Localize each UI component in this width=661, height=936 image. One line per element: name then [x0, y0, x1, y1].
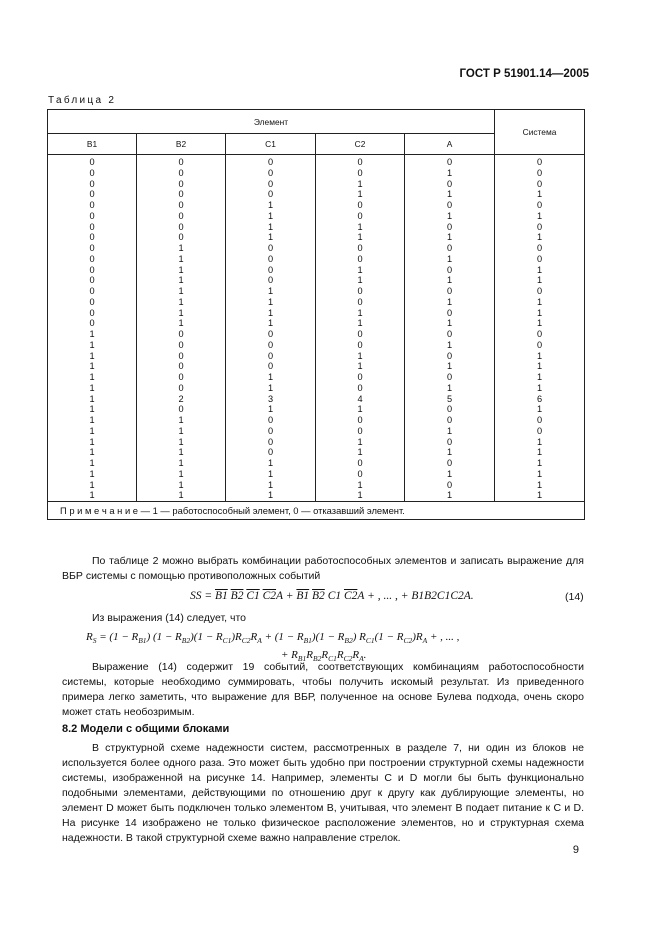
- column-header-c1: C1: [226, 134, 316, 155]
- table-cell: 1: [446, 490, 453, 501]
- table-cell: 0: [536, 286, 543, 296]
- table-cell: 1: [357, 318, 363, 329]
- column-b2-values: [137, 155, 226, 502]
- table-cell: 0: [536, 253, 543, 264]
- table-cell: 1: [267, 372, 274, 382]
- table-cell: 1: [89, 393, 95, 404]
- table-cell: 0: [89, 178, 95, 189]
- column-system-values: [495, 155, 585, 502]
- table-cell: 1: [446, 468, 453, 479]
- table-cell: 1: [267, 307, 274, 318]
- column-header-c2: C2: [316, 134, 405, 155]
- table-cell: 0: [178, 329, 184, 339]
- table-cell: 0: [267, 253, 274, 264]
- table-cell: 1: [536, 318, 543, 329]
- table-cell: 0: [357, 210, 363, 221]
- table-cell: 0: [446, 436, 453, 447]
- table-cell: 1: [89, 329, 95, 339]
- table-cell: 0: [357, 157, 363, 167]
- table-cell: 0: [89, 157, 95, 167]
- table-cell: 1: [446, 339, 453, 350]
- table-cell: 1: [446, 296, 453, 307]
- table-cell: 1: [267, 382, 274, 393]
- table-cell: 1: [89, 415, 95, 425]
- equation-rs: $R_S = (1 - R_{B1}) (1 - R_{B2})(1 - R_{C1})R_{C2}R_A + (1 - R_{B1})(1 - R_{B2}) R_{C1}(1 - R_{C2})R_A$ + , ... , + $R_{B1}R_{B2}R_{C1}R_{C2}R_A$.: [86, 631, 460, 664]
- table-cell: 0: [89, 189, 95, 200]
- table-cell: 1: [89, 382, 95, 393]
- paragraph-3: Выражение (14) содержит 19 событий, соответствующих комбинациям работоспособности системы, которые необходимо суммировать, чтобы получить искомый результат. Из приведенного примера легко заметить, что выражение для ВБР, полученное на основе Булева подхода, очень скоро может стать необозримым.: [62, 661, 584, 718]
- table-cell: 0: [267, 415, 274, 425]
- table-cell: 1: [536, 189, 543, 200]
- table-cell: 1: [357, 361, 363, 372]
- system-header: Система: [495, 110, 585, 155]
- table-cell: 1: [178, 479, 184, 490]
- table-cell: 0: [357, 167, 363, 178]
- table-cell: 0: [446, 200, 453, 210]
- table-cell: 1: [89, 490, 95, 501]
- column-b1-values: [48, 155, 137, 502]
- table-cell: 0: [178, 178, 184, 189]
- table-2: [47, 109, 585, 520]
- table-cell: 1: [357, 447, 363, 458]
- table-cell: 0: [178, 221, 184, 232]
- table-cell: 0: [446, 264, 453, 275]
- table-cell: 1: [536, 458, 543, 468]
- table-cell: 0: [357, 339, 363, 350]
- table-cell: 1: [446, 382, 453, 393]
- table-cell: 1: [446, 361, 453, 372]
- table-cell: 1: [178, 458, 184, 468]
- table-cell: 0: [446, 329, 453, 339]
- table-cell: 0: [267, 350, 274, 361]
- table-cell: 1: [89, 361, 95, 372]
- table-cell: 0: [178, 232, 184, 243]
- table-cell: 0: [536, 200, 543, 210]
- table-cell: 0: [89, 200, 95, 210]
- table-cell: 0: [178, 157, 184, 167]
- table-cell: 1: [357, 404, 363, 415]
- table-cell: 0: [446, 350, 453, 361]
- table-cell: 1: [89, 404, 95, 415]
- table-cell: 0: [267, 361, 274, 372]
- table-cell: 1: [357, 189, 363, 200]
- table-cell: 1: [178, 468, 184, 479]
- table-cell: 1: [536, 275, 543, 286]
- table-cell: 0: [267, 447, 274, 458]
- table-cell: 1: [357, 232, 363, 243]
- table-cell: 6: [536, 393, 543, 404]
- table-cell: 0: [267, 329, 274, 339]
- column-header-b1: B1: [48, 134, 137, 155]
- table-cell: 2: [178, 393, 184, 404]
- column-c1-values: [226, 155, 316, 502]
- table-cell: 1: [267, 458, 274, 468]
- column-header-a: A: [405, 134, 495, 155]
- table-cell: 1: [536, 210, 543, 221]
- table-cell: 0: [267, 157, 274, 167]
- table-cell: 1: [536, 264, 543, 275]
- table-cell: 1: [89, 425, 95, 436]
- table-cell: 1: [178, 436, 184, 447]
- table-cell: 1: [89, 436, 95, 447]
- table-cell: 0: [89, 253, 95, 264]
- column-c2-values: [316, 155, 405, 502]
- table-cell: 0: [267, 189, 274, 200]
- table-cell: 0: [446, 157, 453, 167]
- table-cell: 0: [536, 339, 543, 350]
- table-caption: Таблица 2: [48, 95, 117, 106]
- table-cell: 0: [267, 264, 274, 275]
- table-cell: 0: [446, 178, 453, 189]
- table-cell: 1: [178, 286, 184, 296]
- page-number: 9: [572, 844, 579, 856]
- table-cell: 0: [267, 167, 274, 178]
- table-cell: 0: [446, 479, 453, 490]
- table-cell: 1: [536, 447, 543, 458]
- table-cell: 1: [89, 339, 95, 350]
- table-cell: 1: [536, 307, 543, 318]
- table-cell: 0: [89, 307, 95, 318]
- table-cell: 0: [357, 415, 363, 425]
- table-cell: 0: [267, 339, 274, 350]
- table-cell: 1: [536, 232, 543, 243]
- table-cell: 1: [446, 425, 453, 436]
- table-cell: 0: [357, 468, 363, 479]
- table-cell: 1: [89, 458, 95, 468]
- table-cell: 0: [357, 286, 363, 296]
- table-cell: 0: [357, 382, 363, 393]
- table-cell: 1: [357, 275, 363, 286]
- table-cell: 1: [446, 275, 453, 286]
- paragraph-1: По таблице 2 можно выбрать комбинации работоспособных элементов и записать выражение для ВБР системы с помощью противоположных событий: [62, 555, 584, 582]
- table-cell: 1: [267, 221, 274, 232]
- table-cell: 0: [267, 243, 274, 253]
- table-cell: 1: [267, 286, 274, 296]
- table-cell: 0: [89, 318, 95, 329]
- table-cell: 0: [178, 339, 184, 350]
- table-cell: 0: [357, 296, 363, 307]
- table-cell: 0: [178, 382, 184, 393]
- table-cell: 1: [89, 447, 95, 458]
- table-cell: 1: [536, 436, 543, 447]
- table-cell: 1: [446, 253, 453, 264]
- table-cell: 1: [536, 490, 543, 501]
- table-cell: 1: [536, 382, 543, 393]
- table-cell: 0: [89, 221, 95, 232]
- table-cell: 3: [267, 393, 274, 404]
- table-cell: 1: [357, 490, 363, 501]
- table-cell: 1: [267, 490, 274, 501]
- element-group-header: Элемент: [48, 110, 495, 134]
- table-cell: 1: [178, 318, 184, 329]
- table-cell: 0: [446, 221, 453, 232]
- table-cell: 0: [536, 167, 543, 178]
- table-cell: 0: [178, 200, 184, 210]
- equation-14-number: (14): [565, 591, 584, 603]
- table-cell: 1: [178, 253, 184, 264]
- table-cell: 0: [178, 404, 184, 415]
- table-cell: 0: [89, 296, 95, 307]
- table-cell: 0: [536, 243, 543, 253]
- table-cell: 1: [267, 479, 274, 490]
- table-cell: 1: [536, 361, 543, 372]
- table-cell: 0: [357, 458, 363, 468]
- table-cell: 0: [357, 200, 363, 210]
- table-cell: 1: [178, 425, 184, 436]
- table-cell: 0: [267, 436, 274, 447]
- table-cell: 0: [89, 264, 95, 275]
- document-number: ГОСТ Р 51901.14—2005: [459, 68, 589, 80]
- table-cell: 1: [267, 468, 274, 479]
- table-cell: 0: [357, 372, 363, 382]
- table-cell: 1: [267, 404, 274, 415]
- table-cell: 0: [89, 210, 95, 221]
- table-cell: 1: [267, 200, 274, 210]
- table-cell: 0: [536, 329, 543, 339]
- table-cell: 5: [446, 393, 453, 404]
- table-cell: 0: [446, 415, 453, 425]
- table-cell: 0: [357, 253, 363, 264]
- table-cell: 0: [446, 372, 453, 382]
- table-cell: 1: [446, 189, 453, 200]
- table-cell: 1: [178, 243, 184, 253]
- table-cell: 0: [357, 425, 363, 436]
- table-cell: 0: [89, 243, 95, 253]
- paragraph-4: В структурной схеме надежности систем, рассмотренных в разделе 7, ни один из блоков не используется более одного раза. Это может быть удобно при построении структурной схемы надежности системы, изображенной на рисунке 14. Например, элементы C и D могли бы быть функционально подобными элементами, действующими по отношению друг к другу как дублирующие элементы, но элемент D может быть подключен только элементом B, учитывая, что элемент B подает питание к C и D. На рисунке 14 изображено не только физическое расположение элементов, но и структурная схема надежности. В такой структурной схеме важно направление стрелок.: [62, 742, 584, 844]
- table-cell: 0: [536, 157, 543, 167]
- equation-14: SS = B1 B2 C1 C2A + B1 B2 C1 C2A + , ... , + B1B2C1C2A.: [190, 590, 474, 602]
- table-cell: 1: [357, 307, 363, 318]
- table-cell: 1: [446, 318, 453, 329]
- table-cell: 1: [89, 479, 95, 490]
- section-title: 8.2 Модели с общими блоками: [62, 723, 230, 735]
- table-cell: 1: [357, 221, 363, 232]
- table-cell: 1: [357, 479, 363, 490]
- table-cell: 1: [178, 447, 184, 458]
- table-cell: 1: [357, 178, 363, 189]
- table-cell: 1: [536, 372, 543, 382]
- table-cell: 1: [89, 372, 95, 382]
- table-cell: 0: [446, 286, 453, 296]
- table-cell: 0: [536, 415, 543, 425]
- table-cell: 1: [536, 479, 543, 490]
- table-cell: 0: [89, 232, 95, 243]
- table-cell: 0: [178, 372, 184, 382]
- table-cell: 1: [178, 296, 184, 307]
- table-cell: 0: [89, 275, 95, 286]
- table-cell: 1: [357, 350, 363, 361]
- table-cell: 0: [536, 221, 543, 232]
- table-cell: 0: [357, 243, 363, 253]
- table-cell: 0: [178, 350, 184, 361]
- table-cell: 1: [446, 447, 453, 458]
- table-cell: 1: [446, 167, 453, 178]
- table-cell: 0: [89, 167, 95, 178]
- table-cell: 1: [536, 468, 543, 479]
- table-cell: 1: [89, 468, 95, 479]
- table-cell: 0: [267, 425, 274, 436]
- table-cell: 0: [357, 329, 363, 339]
- column-a-values: [405, 155, 495, 502]
- table-cell: 1: [178, 275, 184, 286]
- column-header-b2: B2: [137, 134, 226, 155]
- table-cell: 0: [536, 178, 543, 189]
- table-cell: 1: [267, 232, 274, 243]
- table-note: П р и м е ч а н и е — 1 — работоспособный элемент, 0 — отказавший элемент.: [48, 502, 585, 520]
- table-cell: 1: [178, 307, 184, 318]
- table-cell: 1: [267, 296, 274, 307]
- table-cell: 1: [89, 350, 95, 361]
- table-cell: 0: [178, 189, 184, 200]
- paragraph-2: Из выражения (14) следует, что: [92, 612, 247, 624]
- table-cell: 1: [178, 415, 184, 425]
- table-cell: 0: [178, 361, 184, 372]
- table-cell: 1: [357, 436, 363, 447]
- table-cell: 1: [267, 318, 274, 329]
- table-cell: 0: [446, 243, 453, 253]
- table-cell: 0: [267, 178, 274, 189]
- table-cell: 1: [536, 296, 543, 307]
- table-cell: 0: [446, 404, 453, 415]
- table-cell: 4: [357, 393, 363, 404]
- table-cell: 0: [178, 210, 184, 221]
- table-cell: 1: [267, 210, 274, 221]
- table-cell: 0: [446, 307, 453, 318]
- table-cell: 0: [267, 275, 274, 286]
- table-cell: 1: [357, 264, 363, 275]
- table-cell: 0: [89, 286, 95, 296]
- table-cell: 1: [536, 404, 543, 415]
- table-cell: 1: [536, 350, 543, 361]
- table-cell: 0: [178, 167, 184, 178]
- table-cell: 1: [178, 264, 184, 275]
- table-cell: 0: [536, 425, 543, 436]
- table-cell: 0: [446, 458, 453, 468]
- table-cell: 1: [446, 210, 453, 221]
- table-cell: 1: [446, 232, 453, 243]
- table-cell: 1: [178, 490, 184, 501]
